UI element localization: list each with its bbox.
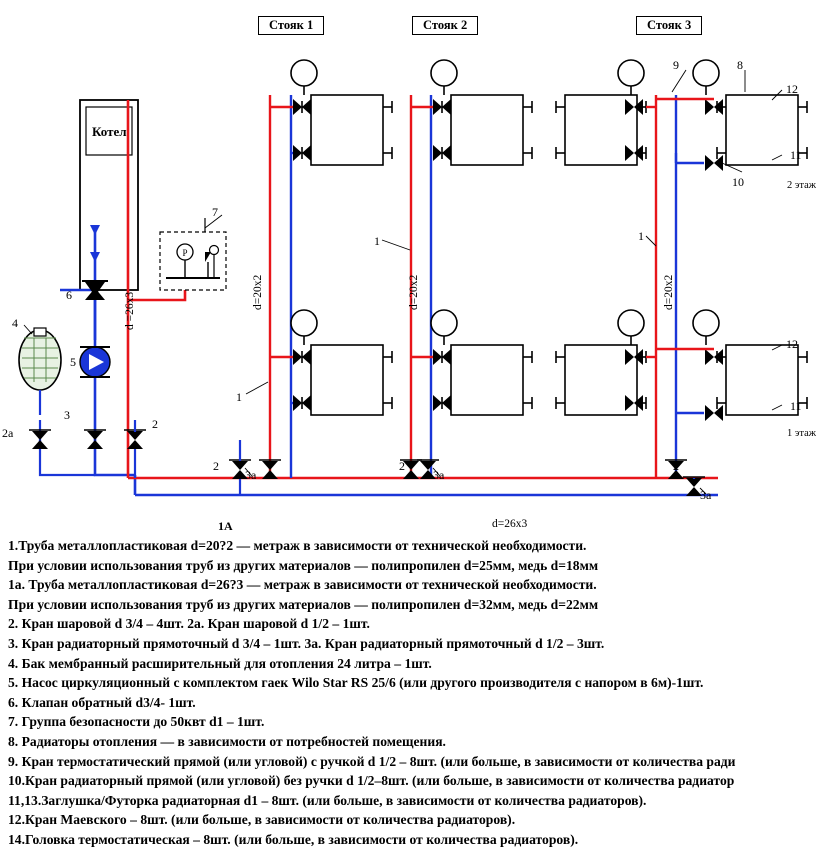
callout-4: 4 [12,316,18,330]
riser-title-3: Стояк 3 [636,16,702,35]
callout-3: 3 [64,408,70,422]
callout-2-riser1: 2 [213,459,219,473]
riser-2 [400,60,532,479]
floor-label-2: 2 этаж [787,180,817,191]
boiler-label: Котел [92,124,127,139]
callout-12-bottom: 12 [786,337,798,351]
note-line: 9. Кран термостатический прямой (или угловой) с ручкой d 1/2 – 8шт. (или больше, в зависимости от количества ради [8,753,736,769]
callout-2-a: 2 [152,417,158,431]
note-line: 3. Кран радиаторный прямоточный d 3/4 – 1шт. 3a. Кран радиаторный прямоточный d 1/2 – 3шт. [8,635,605,651]
riser-title-1: Стояк 1 [258,16,324,35]
pipe-label-riser1: d=20х2 [252,274,264,310]
riser-3 [556,60,807,496]
note-line: При условии использования труб из других материалов — полипропилен d=32мм, медь d=22мм [8,596,599,612]
callout-3a-riser2: 3a [433,468,445,482]
note-line: 12.Кран Маевского – 8шт. (или больше, в зависимости от количества радиаторов). [8,812,516,828]
riser-title-2: Стояк 2 [412,16,478,35]
valve-2a [29,430,51,449]
callout-2-riser2: 2 [399,459,405,473]
callout-3a-riser3: 3a [700,488,712,502]
note-line: 8. Радиаторы отопления — в зависимости от потребностей помещения. [8,733,446,749]
callout-6: 6 [66,288,72,302]
callout-11-bottom: 11 [790,399,802,413]
callout-10: 10 [732,175,744,189]
pipe-label-bottom: d=26х3 [492,518,528,530]
floor-label-1: 1 этаж [787,428,817,439]
callout-1-riser2: 1 [374,234,380,248]
callout-1-riser1: 1 [236,390,242,404]
note-line: 14.Головка термостатическая – 8шт. (или больше, в зависимости от количества радиаторов). [8,831,579,847]
callout-3a-riser1: 3a [245,468,257,482]
callout-9: 9 [673,58,679,72]
note-line: 6. Клапан обратный d3/4- 1шт. [8,694,196,710]
pipe-label-riser3: d=20х2 [663,274,675,310]
note-line: 5. Насос циркуляционный с комплектом гаек Wilo Star RS 25/6 (или другого производителя с напором в 6м)-1шт. [8,675,704,691]
note-line: 4. Бак мембранный расширительный для отопления 24 литра – 1шт. [8,655,432,671]
safety-group-7 [160,218,226,290]
callout-8: 8 [737,58,743,72]
callout-7: 7 [212,205,218,219]
note-line: 1a. Труба металлопластиковая d=26?3 — метраж в зависимости от технической необходимости. [8,577,597,593]
pipe-label-main: d =26х3 [124,291,136,330]
valve-3 [84,430,106,449]
callout-2-riser3: 2 [673,459,679,473]
note-line: 11,13.Заглушка/Футорка радиаторная d1 – 8шт. (или больше, в зависимости от количества радиаторов). [8,792,647,808]
note-line: 2. Кран шаровой d 3/4 – 4шт. 2a. Кран шаровой d 1/2 – 1шт. [8,616,370,632]
note-line: 10.Кран радиаторный прямой (или угловой) без ручки d 1/2–8шт. (или больше, в зависимости от количества радиатор [8,773,735,789]
svg-text:Р: Р [182,248,188,258]
callout-11-top: 11 [790,148,802,162]
note-line: 7. Группа безопасности до 50квт d1 – 1шт. [8,714,265,730]
pipe-label-riser2: d=20х2 [408,274,420,310]
callout-1a: 1A [218,519,233,533]
circulation-pump-5 [80,347,110,377]
callout-12-top: 12 [786,82,798,96]
callout-1-riser3: 1 [638,229,644,243]
legend-notes [0,536,840,850]
valve-2-left [124,430,270,449]
note-line: 1.Труба металлопластиковая d=20?2 — метраж в зависимости от технической необходимости. [8,538,587,553]
note-line: При условии использования труб из других материалов — полипропилен d=25мм, медь d=18мм [8,557,599,573]
expansion-tank [19,328,61,415]
callout-5: 5 [70,355,76,369]
callout-2a: 2a [2,426,14,440]
